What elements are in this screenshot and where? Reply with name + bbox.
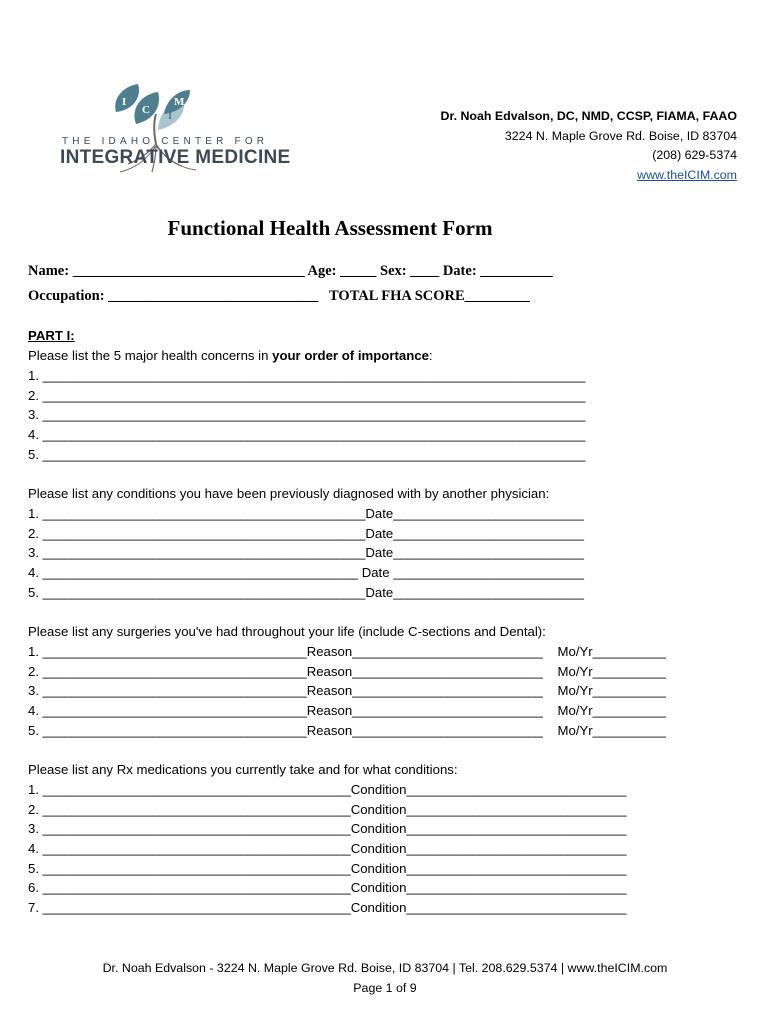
surgery-line[interactable]: 1. ____________________________________Reason__________________________ Mo/Yr__________ [28,644,667,659]
logo-letter: I [122,96,127,108]
form-title: Functional Health Assessment Form [167,216,493,240]
concern-line[interactable]: 4. __________________________________________________________________________ [28,427,586,442]
medication-line[interactable]: 6. __________________________________________Condition______________________________ [28,880,627,895]
medication-line[interactable]: 3. __________________________________________Condition______________________________ [28,821,627,836]
name-age-sex-date-line[interactable]: Name: ________________________________ Age: _____ Sex: ____ Date: __________ [28,263,553,279]
practice-phone: (208) 629-5374 [652,148,737,162]
logo-wordmark [60,147,291,169]
condition-line[interactable]: 5. ____________________________________________Date__________________________ [28,585,584,600]
logo-letter: I [168,110,173,122]
concern-line[interactable]: 5. __________________________________________________________________________ [28,447,586,462]
footer-contact: Dr. Noah Edvalson - 3224 N. Maple Grove Rd. Boise, ID 83704 | Tel. 208.629.5374 | www.theICIM.com [102,961,668,975]
medication-line[interactable]: 4. __________________________________________Condition______________________________ [28,841,627,856]
medication-line[interactable]: 5. __________________________________________Condition______________________________ [28,861,627,876]
concern-line[interactable]: 3. __________________________________________________________________________ [28,407,586,422]
logo-letter: C [142,104,150,116]
surgery-line[interactable]: 5. ____________________________________Reason__________________________ Mo/Yr__________ [28,723,667,738]
practice-contact [441,107,738,185]
conditions-prompt: Please list any conditions you have been previously diagnosed with by another physician: [28,486,550,501]
surgeries-prompt: Please list any surgeries you've had throughout your life (include C-sections and Dental): [28,624,546,639]
surgery-line[interactable]: 3. ____________________________________Reason__________________________ Mo/Yr__________ [28,683,667,698]
medication-line[interactable]: 7. __________________________________________Condition______________________________ [28,900,627,915]
concern-line[interactable]: 2. __________________________________________________________________________ [28,388,586,403]
logo-tagline: THE IDAHO CENTER FOR [62,136,269,147]
part-heading: PART I: [28,328,75,343]
logo-integrative: INTEGRATIVE [60,147,190,168]
practice-website-link[interactable]: www.theICIM.com [637,167,737,182]
icim-logo [58,84,291,176]
logo-medicine: MEDICINE [195,147,291,168]
condition-line[interactable]: 2. ____________________________________________Date__________________________ [28,526,584,541]
page-footer [0,958,770,998]
concerns-prompt-colon: : [428,348,433,363]
logo-letter: M [174,96,185,108]
concerns-prompt-emphasis: your order of importance [272,348,429,363]
doctor-name: Dr. Noah Edvalson, DC, NMD, CCSP, FIAMA, FAAO [440,109,737,123]
medications-prompt: Please list any Rx medications you currently take and for what conditions: [28,762,458,777]
condition-line[interactable]: 1. ____________________________________________Date__________________________ [28,506,584,521]
concern-line[interactable]: 1. __________________________________________________________________________ [28,368,586,383]
surgery-line[interactable]: 2. ____________________________________Reason__________________________ Mo/Yr__________ [28,664,667,679]
medication-line[interactable]: 1. __________________________________________Condition______________________________ [28,782,627,797]
page-number: Page 1 of 9 [353,981,417,995]
concerns-prompt [28,346,433,366]
condition-line[interactable]: 4. ___________________________________________ Date __________________________ [28,565,584,580]
occupation-score-line[interactable]: Occupation: _____________________________ TOTAL FHA SCORE_________ [28,288,530,304]
concerns-prompt-text: Please list the 5 major health concerns in [28,348,273,363]
practice-address: 3224 N. Maple Grove Rd. Boise, ID 83704 [504,128,737,143]
surgery-line[interactable]: 4. ____________________________________Reason__________________________ Mo/Yr__________ [28,703,667,718]
medication-line[interactable]: 2. __________________________________________Condition______________________________ [28,802,627,817]
condition-line[interactable]: 3. ____________________________________________Date__________________________ [28,545,584,560]
